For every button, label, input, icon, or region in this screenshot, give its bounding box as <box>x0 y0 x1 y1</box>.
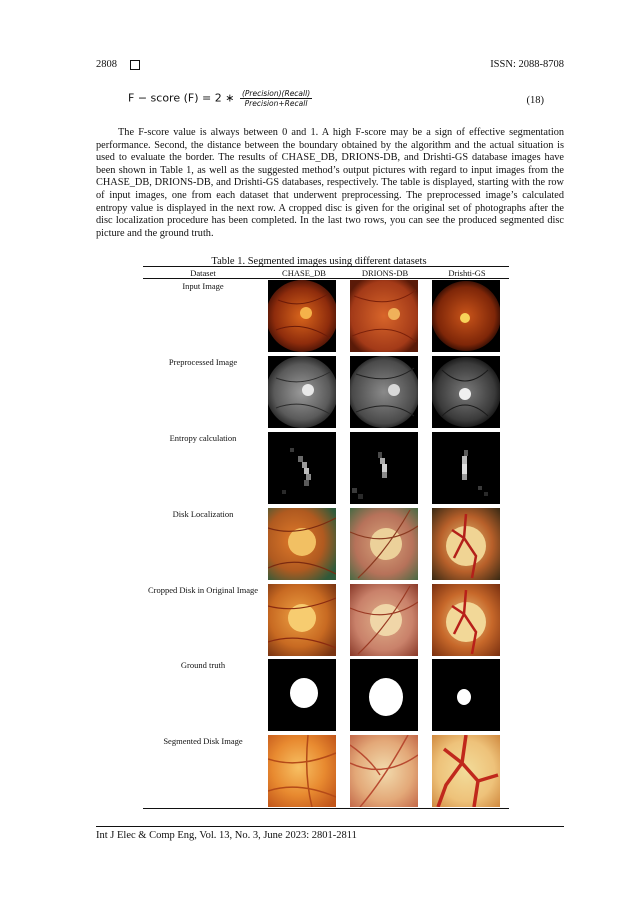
row-label-cropped-disk: Cropped Disk in Original Image <box>147 585 258 595</box>
image-input-chase-db <box>268 280 336 352</box>
equation-numerator: (Precision)(Recall) <box>241 89 311 98</box>
footer-citation: Int J Elec & Comp Eng, Vol. 13, No. 3, June 2023: 2801-2811 <box>96 830 357 841</box>
image-input-drishti-gs <box>432 280 500 352</box>
image-entropy-chase-db <box>268 432 336 504</box>
table-caption: Table 1. Segmented images using different datasets <box>211 256 427 267</box>
column-header-drions-db: DRIONS-DB <box>361 268 409 278</box>
image-entropy-drishti-gs <box>432 432 500 504</box>
table-top-rule <box>143 266 509 267</box>
image-localization-drions-db <box>350 508 418 580</box>
row-label-disk-localization: Disk Localization <box>172 509 234 519</box>
image-cropped-chase-db <box>268 584 336 656</box>
row-label-preprocessed-image: Preprocessed Image <box>168 357 238 367</box>
equation-number: (18) <box>526 95 544 106</box>
table-header-rule <box>143 278 509 279</box>
image-preprocessed-chase-db <box>268 356 336 428</box>
row-label-segmented-disk: Segmented Disk Image <box>163 736 243 746</box>
table-bottom-rule <box>143 808 509 809</box>
image-localization-drishti-gs <box>432 508 500 580</box>
image-localization-chase-db <box>268 508 336 580</box>
footer-rule <box>96 826 564 827</box>
image-ground-truth-drions-db <box>350 659 418 731</box>
f-score-equation <box>128 89 312 108</box>
image-ground-truth-drishti-gs <box>432 659 500 731</box>
body-paragraph: The F-score value is always between 0 and 1. A high F-score may be a sign of effective segmentation performance. Second, the distance between the boundary obtained by the algorithm and the actual situation is used to evaluate the border. The results of CHASE_DB, DRIONS-DB, and Drishti-GS database images have been shown in Table 1, as well as the suggested method’s output pictures with regard to input images from the CHASE_DB, DRIONS-DB, and Drishti-GS databases, respectively. The table is displayed, starting with the row of input images, one from each dataset that underwent preprocessing. The preprocessed image’s calculated entropy value is displayed in the next row. A cropped disc is given for the original set of photographs after the disc localization procedure has been completed. In the last two rows, you can see the produced segmented disc picture and the ground truth. <box>96 127 564 239</box>
image-segmented-drishti-gs <box>432 735 500 807</box>
image-preprocessed-drions-db <box>350 356 418 428</box>
image-cropped-drions-db <box>350 584 418 656</box>
image-segmented-drions-db <box>350 735 418 807</box>
equation-denominator: Precision+Recall <box>244 99 308 108</box>
column-header-drishti-gs: Drishti-GS <box>448 268 486 278</box>
equation-fraction <box>240 89 312 108</box>
image-cropped-drishti-gs <box>432 584 500 656</box>
column-header-chase-db: CHASE_DB <box>282 268 326 278</box>
column-header-dataset: Dataset <box>190 268 216 278</box>
image-preprocessed-drishti-gs <box>432 356 500 428</box>
image-segmented-chase-db <box>268 735 336 807</box>
image-ground-truth-chase-db <box>268 659 336 731</box>
square-bullet-icon <box>130 60 140 70</box>
page-number: 2808 <box>96 59 117 70</box>
equation-lhs: F − score (F) = 2 ∗ <box>128 91 235 105</box>
issn: ISSN: 2088-8708 <box>490 59 564 70</box>
page-header <box>96 59 564 73</box>
row-label-ground-truth: Ground truth <box>180 660 226 670</box>
row-label-entropy-calculation: Entropy calculation <box>169 433 237 443</box>
image-input-drions-db <box>350 280 418 352</box>
row-label-input-image: Input Image <box>182 281 224 291</box>
image-entropy-drions-db <box>350 432 418 504</box>
